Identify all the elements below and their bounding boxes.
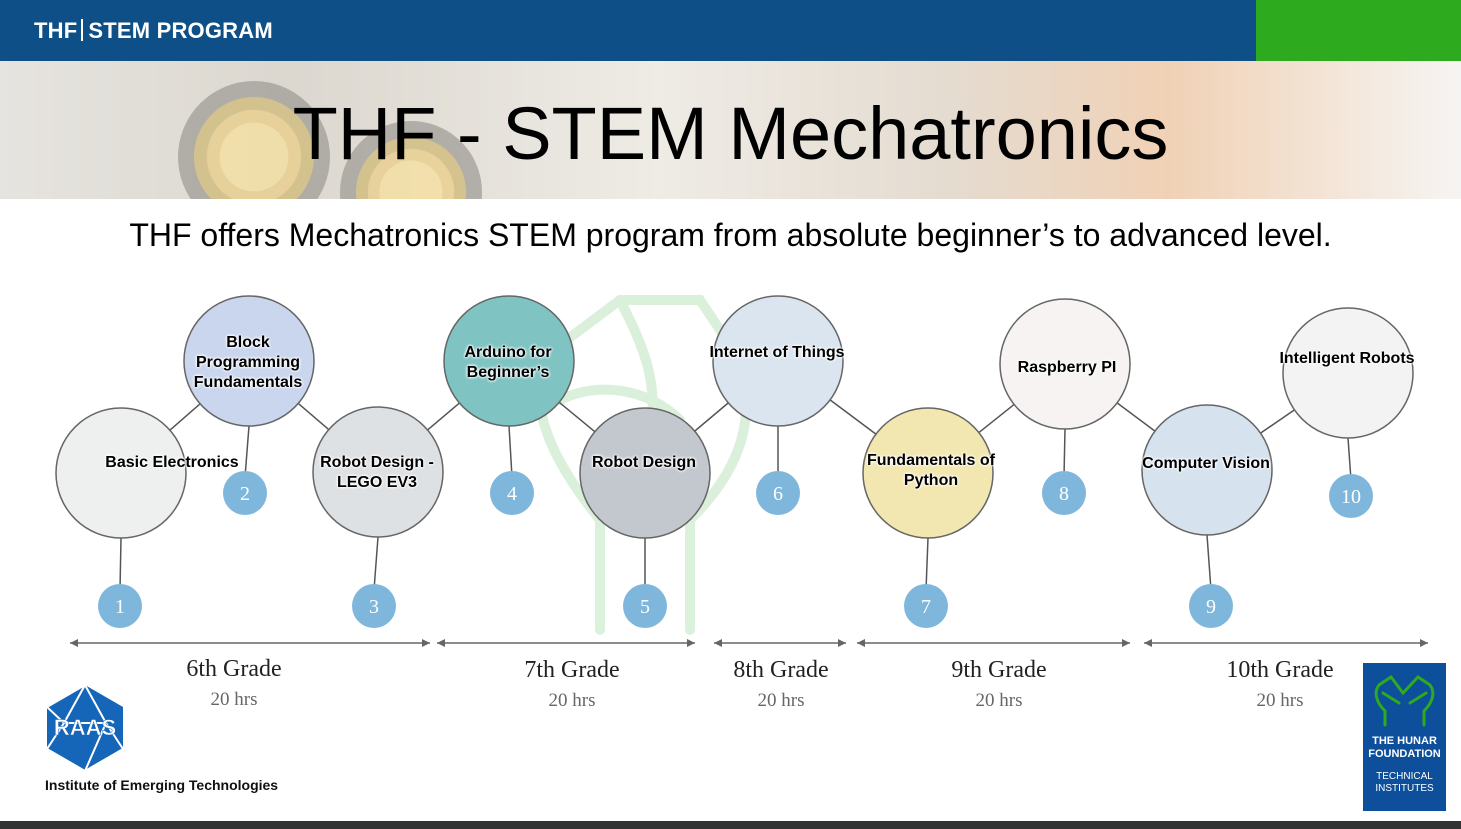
step-number: 3 [369,596,379,618]
grade-name: 7th Grade [524,657,620,683]
step-number: 1 [115,596,125,618]
step-number: 10 [1341,486,1361,508]
page-title: THF - STEM Mechatronics [292,92,1169,175]
connector-line [695,403,729,431]
raas-logo-text: RAAS [53,715,117,740]
step-number: 2 [240,483,250,505]
thf-logo [1363,663,1446,811]
connector-line [979,404,1014,432]
course-circle [1283,308,1413,438]
connector-line [830,400,876,434]
grade-9 [899,657,1099,712]
course-circle [580,408,710,538]
grade-6 [134,656,334,711]
course-label: Internet of Things [709,344,845,361]
course-label: Robot Design [592,454,696,471]
stem-line [1348,438,1351,480]
brand-right: STEM PROGRAM [88,18,273,43]
grade-name: 10th Grade [1226,657,1334,683]
brand-left: THF [34,18,78,43]
connector-line [1117,403,1155,431]
grade-hours: 20 hrs [757,690,805,711]
arrow-left-icon [857,639,865,647]
page-subtitle: THF offers Mechatronics STEM program from absolute beginner’s to advanced level. [129,217,1332,253]
grade-hours: 20 hrs [210,689,258,710]
raas-caption: Institute of Emerging Technologies [45,777,279,793]
stem-line [509,426,512,477]
hands-icon [1363,663,1446,733]
course-circle [56,408,186,538]
stem-line [1207,535,1211,590]
grade-hours: 20 hrs [975,690,1023,711]
course-label: Robot Design - LEGO EV3 [320,454,434,491]
stem-line [374,537,378,590]
raas-logo [44,683,126,778]
raas-logo-mark [44,683,126,773]
step-number: 4 [507,483,517,505]
step-number: 9 [1206,596,1216,618]
arrow-left-icon [714,639,722,647]
stem-line [245,426,249,477]
arrow-right-icon [838,639,846,647]
step-number: 7 [921,596,931,618]
step-number: 8 [1059,483,1069,505]
grade-name: 6th Grade [186,656,282,682]
grade-10 [1180,657,1380,712]
grade-hours: 20 hrs [548,690,596,711]
connector-line [1261,410,1295,433]
connector-line [559,402,595,431]
grade-name: 9th Grade [951,657,1047,683]
arrow-right-icon [1420,639,1428,647]
grade-8 [681,657,881,712]
step-number: 5 [640,596,650,618]
course-label: Computer Vision [1142,455,1270,472]
thf-subtitle: TECHNICAL INSTITUTES [1375,771,1434,794]
grade-name: 8th Grade [733,657,829,683]
stem-line [120,538,121,590]
arrow-left-icon [1144,639,1152,647]
stem-line [1064,429,1065,477]
arrow-left-icon [70,639,78,647]
connector-line [428,403,460,430]
course-label: Raspberry PI [1017,359,1117,376]
stem-line [926,538,928,590]
course-label: Arduino for Beginner’s [464,344,552,381]
arrow-left-icon [437,639,445,647]
course-label: Block Programming Fundamentals [193,334,303,391]
course-label: Basic Electronics [105,454,239,471]
thf-name: THE HUNAR FOUNDATION [1368,735,1441,760]
arrow-right-icon [422,639,430,647]
step-number: 6 [773,483,783,505]
course-label: Intelligent Robots [1279,350,1415,367]
course-label: Fundamentals of Python [866,452,995,489]
arrow-right-icon [687,639,695,647]
grade-7 [472,657,672,712]
bottom-bar [0,821,1461,829]
arrow-right-icon [1122,639,1130,647]
grade-hours: 20 hrs [1256,690,1304,711]
connector-line [170,404,200,430]
connector-line [298,403,328,429]
